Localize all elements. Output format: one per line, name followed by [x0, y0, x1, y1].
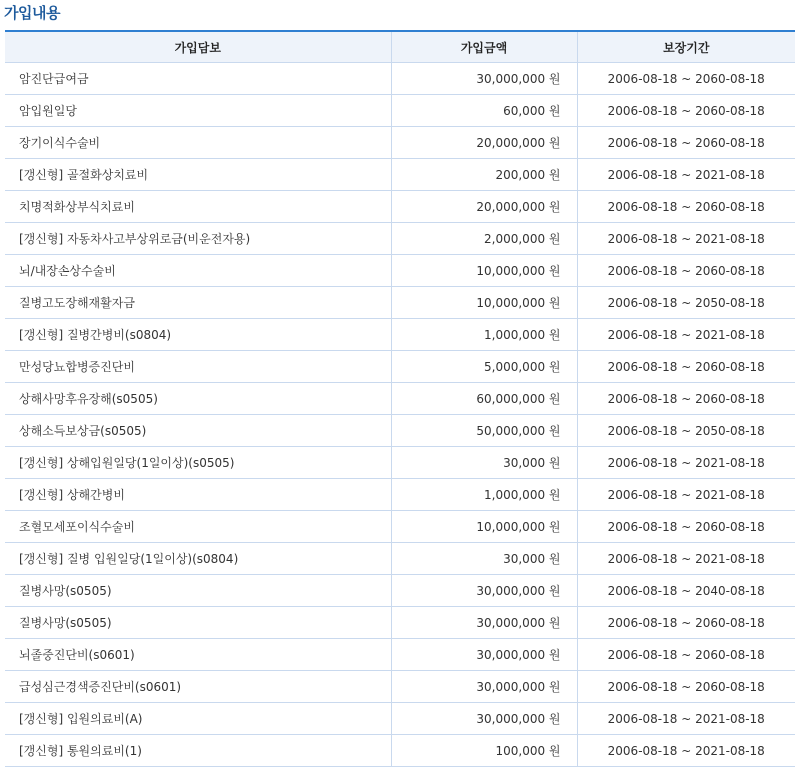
coverage-name-cell: 장기이식수술비 [5, 127, 391, 159]
coverage-amount-cell: 20,000,000 원 [391, 191, 577, 223]
column-header-amount: 가입금액 [391, 31, 577, 63]
table-body [5, 63, 795, 767]
table-row [5, 223, 795, 255]
coverage-name-cell: 뇌/내장손상수술비 [5, 255, 391, 287]
coverage-period-cell: 2006-08-18 ~ 2021-08-18 [577, 703, 795, 735]
coverage-name-cell: 질병사망(s0505) [5, 607, 391, 639]
coverage-amount-cell: 30,000,000 원 [391, 575, 577, 607]
coverage-period-cell: 2006-08-18 ~ 2021-08-18 [577, 223, 795, 255]
table-row [5, 639, 795, 671]
coverage-period-cell: 2006-08-18 ~ 2060-08-18 [577, 671, 795, 703]
coverage-period-cell: 2006-08-18 ~ 2021-08-18 [577, 479, 795, 511]
coverage-period-cell: 2006-08-18 ~ 2060-08-18 [577, 607, 795, 639]
coverage-name-cell: [갱신형] 상해입원일당(1일이상)(s0505) [5, 447, 391, 479]
coverage-amount-cell: 30,000 원 [391, 447, 577, 479]
coverage-name-cell: 급성심근경색증진단비(s0601) [5, 671, 391, 703]
section-title: 가입내용 [4, 4, 60, 22]
table-row [5, 351, 795, 383]
coverage-name-cell: [갱신형] 질병간병비(s0804) [5, 319, 391, 351]
table-row [5, 127, 795, 159]
coverage-period-cell: 2006-08-18 ~ 2021-08-18 [577, 543, 795, 575]
coverage-name-cell: 질병고도장해재활자금 [5, 287, 391, 319]
coverage-amount-cell: 200,000 원 [391, 159, 577, 191]
coverage-period-cell: 2006-08-18 ~ 2060-08-18 [577, 95, 795, 127]
coverage-period-cell: 2006-08-18 ~ 2060-08-18 [577, 639, 795, 671]
coverage-period-cell: 2006-08-18 ~ 2021-08-18 [577, 319, 795, 351]
coverage-amount-cell: 30,000,000 원 [391, 63, 577, 95]
coverage-amount-cell: 50,000,000 원 [391, 415, 577, 447]
coverage-name-cell: 만성당뇨합병증진단비 [5, 351, 391, 383]
coverage-amount-cell: 10,000,000 원 [391, 287, 577, 319]
table-row [5, 383, 795, 415]
column-header-period: 보장기간 [577, 31, 795, 63]
coverage-amount-cell: 30,000,000 원 [391, 671, 577, 703]
coverage-amount-cell: 30,000,000 원 [391, 703, 577, 735]
table-row [5, 543, 795, 575]
coverage-name-cell: 조혈모세포이식수술비 [5, 511, 391, 543]
coverage-name-cell: 암진단급여금 [5, 63, 391, 95]
coverage-name-cell: [갱신형] 자동차사고부상위로금(비운전자용) [5, 223, 391, 255]
coverage-amount-cell: 20,000,000 원 [391, 127, 577, 159]
coverage-period-cell: 2006-08-18 ~ 2060-08-18 [577, 127, 795, 159]
coverage-period-cell: 2006-08-18 ~ 2021-08-18 [577, 447, 795, 479]
coverage-period-cell: 2006-08-18 ~ 2050-08-18 [577, 287, 795, 319]
coverage-name-cell: 뇌졸중진단비(s0601) [5, 639, 391, 671]
coverage-period-cell: 2006-08-18 ~ 2060-08-18 [577, 255, 795, 287]
coverage-amount-cell: 30,000,000 원 [391, 639, 577, 671]
coverage-name-cell: 상해사망후유장해(s0505) [5, 383, 391, 415]
coverage-period-cell: 2006-08-18 ~ 2060-08-18 [577, 511, 795, 543]
coverage-name-cell: [갱신형] 질병 입원일당(1일이상)(s0804) [5, 543, 391, 575]
table-row [5, 159, 795, 191]
coverage-name-cell: [갱신형] 상해간병비 [5, 479, 391, 511]
coverage-period-cell: 2006-08-18 ~ 2040-08-18 [577, 575, 795, 607]
coverage-period-cell: 2006-08-18 ~ 2060-08-18 [577, 351, 795, 383]
column-header-coverage: 가입담보 [5, 31, 391, 63]
coverage-amount-cell: 30,000,000 원 [391, 607, 577, 639]
table-row [5, 95, 795, 127]
table-row [5, 63, 795, 95]
coverage-amount-cell: 1,000,000 원 [391, 479, 577, 511]
table-row [5, 607, 795, 639]
table-row [5, 735, 795, 767]
coverage-amount-cell: 5,000,000 원 [391, 351, 577, 383]
table-row [5, 287, 795, 319]
table-row [5, 415, 795, 447]
table-row [5, 319, 795, 351]
table-header-row [5, 31, 795, 63]
table-row [5, 575, 795, 607]
coverage-amount-cell: 30,000 원 [391, 543, 577, 575]
coverage-name-cell: 상해소득보상금(s0505) [5, 415, 391, 447]
coverage-name-cell: [갱신형] 골절화상치료비 [5, 159, 391, 191]
coverage-amount-cell: 1,000,000 원 [391, 319, 577, 351]
table-row [5, 479, 795, 511]
coverage-amount-cell: 2,000,000 원 [391, 223, 577, 255]
coverage-name-cell: 치명적화상부식치료비 [5, 191, 391, 223]
coverage-period-cell: 2006-08-18 ~ 2021-08-18 [577, 159, 795, 191]
coverage-period-cell: 2006-08-18 ~ 2050-08-18 [577, 415, 795, 447]
coverage-amount-cell: 60,000,000 원 [391, 383, 577, 415]
table-row [5, 255, 795, 287]
table-row [5, 447, 795, 479]
table-row [5, 671, 795, 703]
coverage-name-cell: 암입원일당 [5, 95, 391, 127]
coverage-period-cell: 2006-08-18 ~ 2021-08-18 [577, 735, 795, 767]
table-row [5, 511, 795, 543]
coverage-amount-cell: 10,000,000 원 [391, 511, 577, 543]
coverage-table-container [5, 30, 795, 767]
coverage-name-cell: [갱신형] 입원의료비(A) [5, 703, 391, 735]
coverage-table [5, 30, 795, 767]
coverage-name-cell: 질병사망(s0505) [5, 575, 391, 607]
table-row [5, 703, 795, 735]
table-row [5, 191, 795, 223]
table-header [5, 31, 795, 63]
coverage-period-cell: 2006-08-18 ~ 2060-08-18 [577, 383, 795, 415]
coverage-amount-cell: 10,000,000 원 [391, 255, 577, 287]
coverage-period-cell: 2006-08-18 ~ 2060-08-18 [577, 63, 795, 95]
coverage-amount-cell: 100,000 원 [391, 735, 577, 767]
coverage-period-cell: 2006-08-18 ~ 2060-08-18 [577, 191, 795, 223]
coverage-name-cell: [갱신형] 통원의료비(1) [5, 735, 391, 767]
coverage-amount-cell: 60,000 원 [391, 95, 577, 127]
